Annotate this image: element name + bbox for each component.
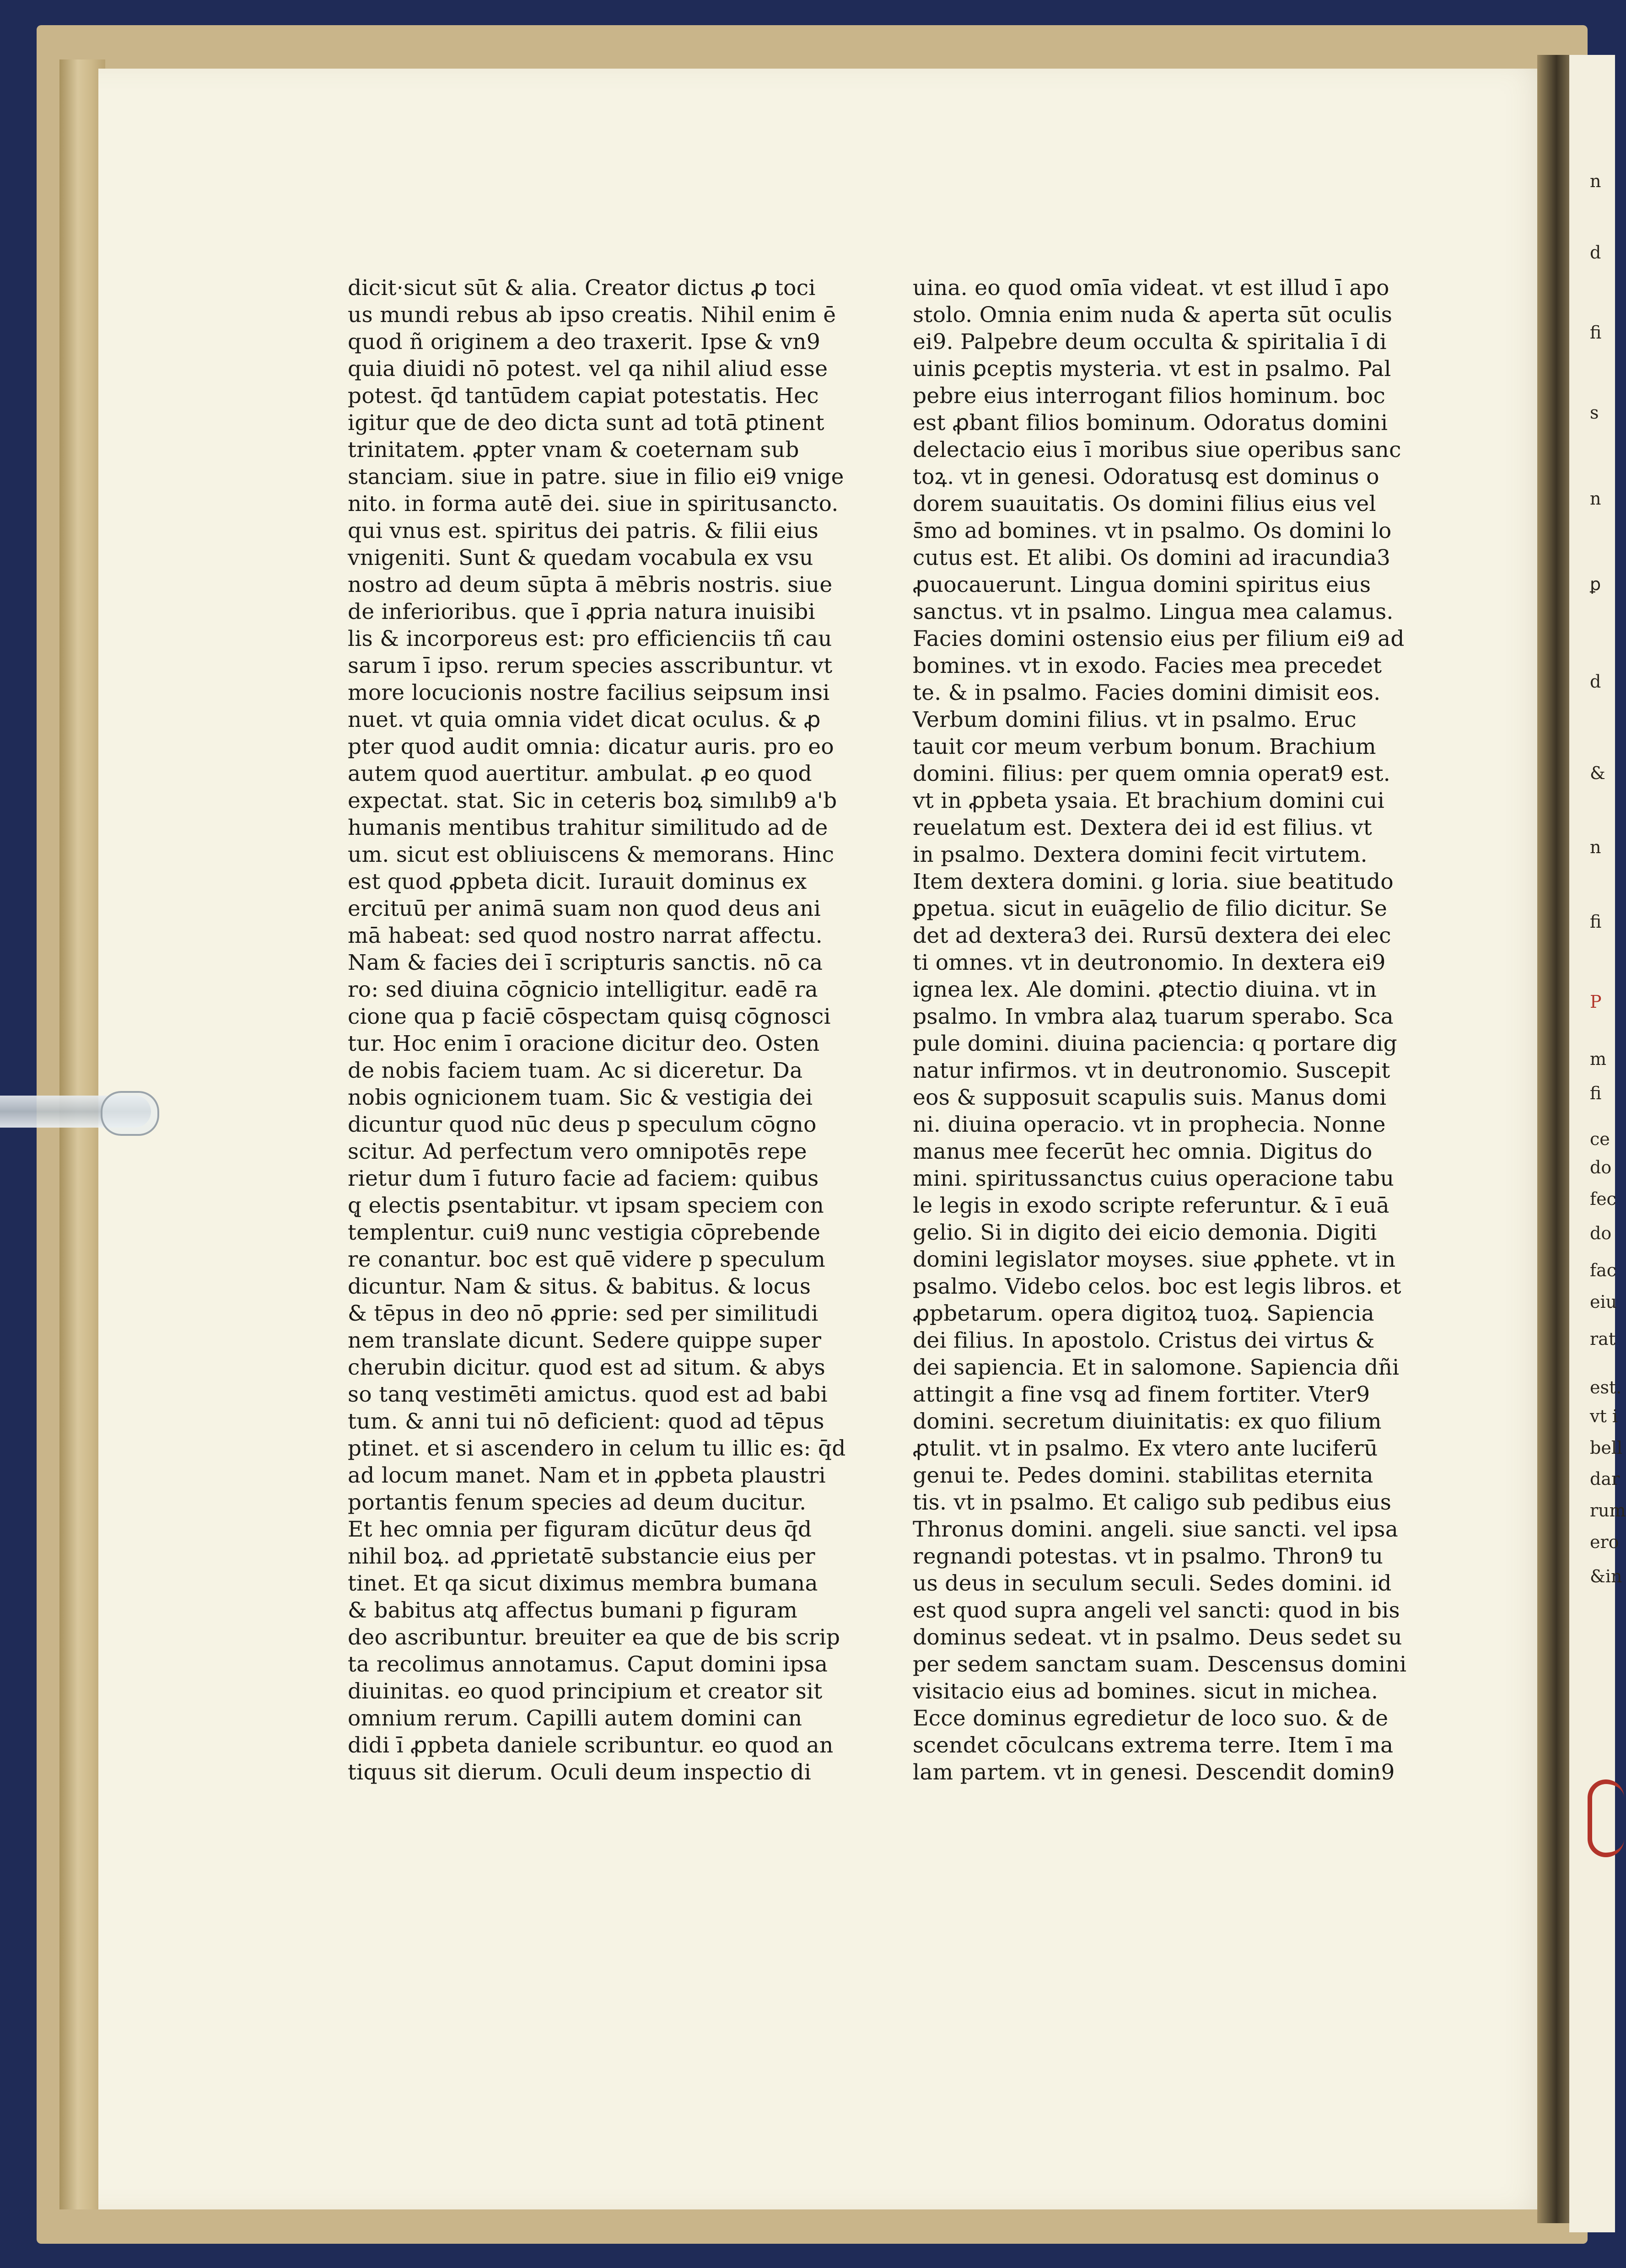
text-line: cherubin dicitur. quod est ad situm. & abys <box>348 1355 825 1380</box>
text-line: more locucionis nostre facilius seipsum insi <box>348 680 830 705</box>
text-line: cutus est. Et alibi. Os domini ad iracundia3 <box>913 545 1391 570</box>
text-line: toꝝ. vt in genesi. Odoratusq̨ est dominus o <box>913 464 1379 489</box>
text-line: de nobis faciem tuam. Ac si diceretur. Da <box>348 1058 803 1083</box>
text-line: Item dextera domini. g loria. siue beatitudo <box>913 869 1394 894</box>
text-line: gelio. Si in digito dei eicio demonia. Digiti <box>913 1220 1377 1245</box>
text-line: diuinitas. eo quod principium et creator sit <box>348 1679 823 1704</box>
text-line: scitur. Ad perfectum vero omnipotēs repe <box>348 1139 807 1164</box>
text-line: psalmo. In vmbra alaꝝ tuarum sperabo. Sca <box>913 1004 1394 1029</box>
text-line: det ad dextera3 dei. Rursū dextera dei elec <box>913 923 1391 948</box>
facing-page-fragment: est. <box>1590 1377 1622 1398</box>
text-line: portantis fenum species ad deum ducitur. <box>348 1490 807 1515</box>
text-line: genui te. Pedes domini. stabilitas eternita <box>913 1463 1373 1488</box>
text-line: nihil boꝝ. ad ꝓprietatē substancie eius per <box>348 1544 815 1569</box>
text-line: Et hec omnia per figuram dicūtur deus q̄d <box>348 1517 812 1542</box>
text-line: natur infirmos. vt in deutronomio. Suscepit <box>913 1058 1390 1083</box>
text-line: regnandi potestas. vt in psalmo. Thron9 tu <box>913 1544 1384 1569</box>
text-line: delectacio eius ī moribus siue operibus sanc <box>913 437 1401 462</box>
text-line: deo ascribuntur. breuiter ea que de bis scrip <box>348 1625 840 1650</box>
text-line: s̄mo ad bomines. vt in psalmo. Os domini lo <box>913 518 1392 543</box>
facing-page-fragment: do <box>1590 1223 1612 1243</box>
text-line: stanciam. siue in patre. siue in filio ei9 vnige <box>348 464 844 489</box>
facing-page-fragment: n <box>1590 488 1601 509</box>
text-line: Thronus domini. angeli. siue sancti. vel ipsa <box>913 1517 1399 1542</box>
facing-page-fragment: eiu <box>1590 1291 1617 1312</box>
text-line: scendet cōculcans extrema terre. Item ī ma <box>913 1733 1394 1758</box>
text-line: expectat. stat. Sic in ceteris boꝝ simılıb9 a'b <box>348 788 837 813</box>
facing-page-fragment: rum <box>1590 1500 1626 1521</box>
text-line: igitur que de deo dicta sunt ad totā ꝑtinent <box>348 410 824 435</box>
text-line: tiquus sit dierum. Oculi deum inspectio di <box>348 1760 812 1785</box>
text-line: est ꝓbant filios bominum. Odoratus domini <box>913 410 1388 435</box>
text-line: te. & in psalmo. Facies domini dimisit eos. <box>913 680 1381 705</box>
text-line: Ecce dominus egredietur de loco suo. & de <box>913 1706 1389 1731</box>
text-line: manus mee fecerūt hec omnia. Digitus do <box>913 1139 1373 1164</box>
text-line: didi ī ꝓpbeta daniele scribuntur. eo quod an <box>348 1733 834 1758</box>
text-line: est quod ꝓpbeta dicit. Iurauit dominus ex <box>348 869 807 894</box>
text-line: lam partem. vt in genesi. Descendit domin9 <box>913 1760 1395 1785</box>
text-line: ni. diuina operacio. vt in prophecia. Nonne <box>913 1112 1386 1137</box>
text-line: us deus in seculum seculi. Sedes domini. id <box>913 1571 1392 1596</box>
facing-page-fragment: rat <box>1590 1329 1616 1349</box>
text-line: tis. vt in psalmo. Et caligo sub pedibus eius <box>913 1490 1392 1515</box>
facing-page-fragment: fi <box>1590 911 1602 932</box>
text-line: nostro ad deum sūpta ā mēbris nostris. siue <box>348 572 833 597</box>
facing-page-fragment: bell <box>1590 1437 1623 1458</box>
text-line: dicuntur quod nūc deus p speculum cōgno <box>348 1112 817 1137</box>
text-line: psalmo. Videbo celos. boc est legis libros. et <box>913 1274 1401 1299</box>
text-line: ꝓtulit. vt in psalmo. Ex vtero ante luciferū <box>913 1436 1378 1461</box>
text-line: domini legislator moyses. siue ꝓphete. vt in <box>913 1247 1396 1272</box>
text-line: attingit a fine vsq̨ ad finem fortiter. Vter9 <box>913 1382 1370 1407</box>
text-line: visitacio eius ad bomines. sicut in michea. <box>913 1679 1378 1704</box>
text-line: ta recolimus annotamus. Caput domini ipsa <box>348 1652 828 1677</box>
facing-page-fragment: n <box>1590 171 1601 191</box>
text-line: nito. in forma autē dei. siue in spiritusancto. <box>348 491 839 516</box>
text-line: dei sapiencia. Et in salomone. Sapiencia dñi <box>913 1355 1400 1380</box>
text-line: mā habeat: sed quod nostro narrat affectu. <box>348 923 823 948</box>
page-clip-end <box>101 1091 159 1136</box>
text-line: sarum ī ipso. rerum species asscribuntur. vt <box>348 653 833 678</box>
text-line: in psalmo. Dextera domini fecit virtutem. <box>913 842 1368 867</box>
text-line: mini. spiritussanctus cuius operacione tabu <box>913 1166 1394 1191</box>
text-line: & tēpus in deo nō ꝓprie: sed per similitudi <box>348 1301 818 1326</box>
text-line: tur. Hoc enim ī oracione dicitur deo. Osten <box>348 1031 820 1056</box>
text-line: ro: sed diuina cōgnicio intelligitur. eadē ra <box>348 977 818 1002</box>
text-line: domini. secretum diuinitatis: ex quo filium <box>913 1409 1382 1434</box>
text-line: reuelatum est. Dextera dei id est filius. vt <box>913 815 1373 840</box>
book-gutter <box>1537 55 1569 2223</box>
text-line: stolo. Omnia enim nuda & aperta sūt oculis <box>913 302 1393 328</box>
text-line: pter quod audit omnia: dicatur auris. pro eo <box>348 734 834 759</box>
text-line: humanis mentibus trahitur similitudo ad de <box>348 815 828 840</box>
text-line: Facies domini ostensio eius per filium ei9 ad <box>913 626 1405 651</box>
facing-page-fragment: fac <box>1590 1260 1617 1280</box>
text-line: & babitus atq̨ affectus bumani p figuram <box>348 1598 798 1623</box>
text-line: potest. q̄d tantūdem capiat potestatis. Hec <box>348 383 819 408</box>
text-line: templentur. cui9 nunc vestigia cōprebende <box>348 1220 821 1245</box>
text-line: ti omnes. vt in deutronomio. In dextera ei9 <box>913 950 1386 975</box>
text-line: quod ñ originem a deo traxerit. Ipse & vn9 <box>348 329 821 355</box>
facing-page-fragment: fec <box>1590 1188 1616 1209</box>
text-line: dorem suauitatis. Os domini filius eius vel <box>913 491 1376 516</box>
text-line: autem quod auertitur. ambulat. ꝓ eo quod <box>348 761 812 786</box>
text-line: pule domini. diuina paciencia: q portare dig <box>913 1031 1398 1056</box>
text-line: ei9. Palpebre deum occulta & spiritalia ī di <box>913 329 1387 355</box>
text-line: pebre eius interrogant filios hominum. boc <box>913 383 1386 408</box>
text-line: le legis in exodo scripte referuntur. & ī euā <box>913 1193 1389 1218</box>
text-line: Nam & facies dei ī scripturis sanctis. nō ca <box>348 950 823 975</box>
facing-page-fragment: ero <box>1590 1532 1619 1552</box>
text-line: nem translate dicunt. Sedere quippe super <box>348 1328 822 1353</box>
rubric-initial <box>1588 1779 1624 1857</box>
text-line: uinis ꝑceptis mysteria. vt est in psalmo. Pal <box>913 356 1391 382</box>
text-line: vt in ꝓpbeta ysaia. Et brachium domini cui <box>913 788 1385 813</box>
text-line: tum. & anni tui nō deficient: quod ad tēpus <box>348 1409 824 1434</box>
text-line: per sedem sanctam suam. Descensus domini <box>913 1652 1407 1677</box>
text-line: omnium rerum. Capilli autem domini can <box>348 1706 802 1731</box>
facing-page-fragment: dar <box>1590 1469 1620 1489</box>
text-line: domini. filius: per quem omnia operat9 est. <box>913 761 1391 786</box>
facing-page-fragment: d <box>1590 242 1601 263</box>
facing-page-fragment: P <box>1590 991 1602 1012</box>
text-line: ꝓpbetarum. opera digitoꝝ tuoꝝ. Sapiencia <box>913 1301 1374 1326</box>
text-line: est quod supra angeli vel sancti: quod in bis <box>913 1598 1400 1623</box>
facing-page-fragment: do <box>1590 1157 1612 1177</box>
text-line: cione qua p faciē cōspectam quisq̨ cōgnosci <box>348 1004 831 1029</box>
text-line: tinet. Et qa sicut diximus membra bumana <box>348 1571 818 1596</box>
text-line: dicit·sicut sūt & alia. Creator dictus ꝓ toci <box>348 275 816 301</box>
text-line: rietur dum ī futuro facie ad faciem: quibus <box>348 1166 819 1191</box>
facing-page-fragment: vt i <box>1590 1406 1618 1426</box>
facing-page-fragment: n <box>1590 837 1601 857</box>
text-line: quia diuidi nō potest. vel qa nihil aliud esse <box>348 356 828 382</box>
text-line: vnigeniti. Sunt & quedam vocabula ex vsu <box>348 545 813 570</box>
text-line: dei filius. In apostolo. Cristus dei virtus & <box>913 1328 1375 1353</box>
text-line: trinitatem. ꝓpter vnam & coeternam sub <box>348 437 799 462</box>
text-line: ercituū per animā suam non quod deus ani <box>348 896 821 921</box>
text-line: ꝑpetua. sicut in euāgelio de filio dicitur. Se <box>913 896 1388 921</box>
facing-page-fragment: fi <box>1590 322 1602 343</box>
text-column-right <box>913 274 1407 1786</box>
text-line: so tanq̨ vestimēti amictus. quod est ad babi <box>348 1382 828 1407</box>
text-line: ptinet. et si ascendero in celum tu illic es: q̄d <box>348 1436 846 1461</box>
text-line: ignea lex. Ale domini. ꝓtectio diuina. vt in <box>913 977 1377 1002</box>
text-line: dominus sedeat. vt in psalmo. Deus sedet su <box>913 1625 1402 1650</box>
text-line: nobis ognicionem tuam. Sic & vestigia dei <box>348 1085 813 1110</box>
text-line: Verbum domini filius. vt in psalmo. Eruc <box>913 707 1357 732</box>
text-line: lis & incorporeus est: pro efficienciis tñ cau <box>348 626 832 651</box>
text-line: uina. eo quod omīa videat. vt est illud ī apo <box>913 275 1389 301</box>
facing-page-fragment: ꝑ <box>1590 574 1601 594</box>
facing-page-fragment: &in <box>1590 1566 1622 1586</box>
text-line: dicuntur. Nam & situs. & babitus. & locus <box>348 1274 811 1299</box>
facing-page-fragment: & <box>1590 763 1605 783</box>
text-line: q̨ electis ꝑsentabitur. vt ipsam speciem con <box>348 1193 824 1218</box>
text-line: de inferioribus. que ī ꝓpria natura inuisibi <box>348 599 815 624</box>
text-line: ad locum manet. Nam et in ꝓpbeta plaustri <box>348 1463 826 1488</box>
facing-page-fragment: s <box>1590 403 1599 423</box>
text-line: qui vnus est. spiritus dei patris. & filii eius <box>348 518 819 543</box>
facing-page-fragment: ce <box>1590 1129 1610 1149</box>
text-line: tauit cor meum verbum bonum. Brachium <box>913 734 1376 759</box>
text-line: ꝓuocauerunt. Lingua domini spiritus eius <box>913 572 1371 597</box>
text-line: bomines. vt in exodo. Facies mea precedet <box>913 653 1382 678</box>
text-line: um. sicut est obliuiscens & memorans. Hinc <box>348 842 835 867</box>
text-line: nuet. vt quia omnia videt dicat oculus. & ꝓ <box>348 707 821 732</box>
text-line: eos & supposuit scapulis suis. Manus domi <box>913 1085 1387 1110</box>
text-line: sanctus. vt in psalmo. Lingua mea calamus. <box>913 599 1394 624</box>
text-line: us mundi rebus ab ipso creatis. Nihil enim ē <box>348 302 836 328</box>
facing-page-fragment: m <box>1590 1048 1607 1069</box>
text-column-left <box>348 274 846 1786</box>
text-line: re conantur. boc est quē videre p speculum <box>348 1247 826 1272</box>
facing-page-fragment: d <box>1590 671 1601 692</box>
facing-page-fragment: fi <box>1590 1083 1602 1103</box>
